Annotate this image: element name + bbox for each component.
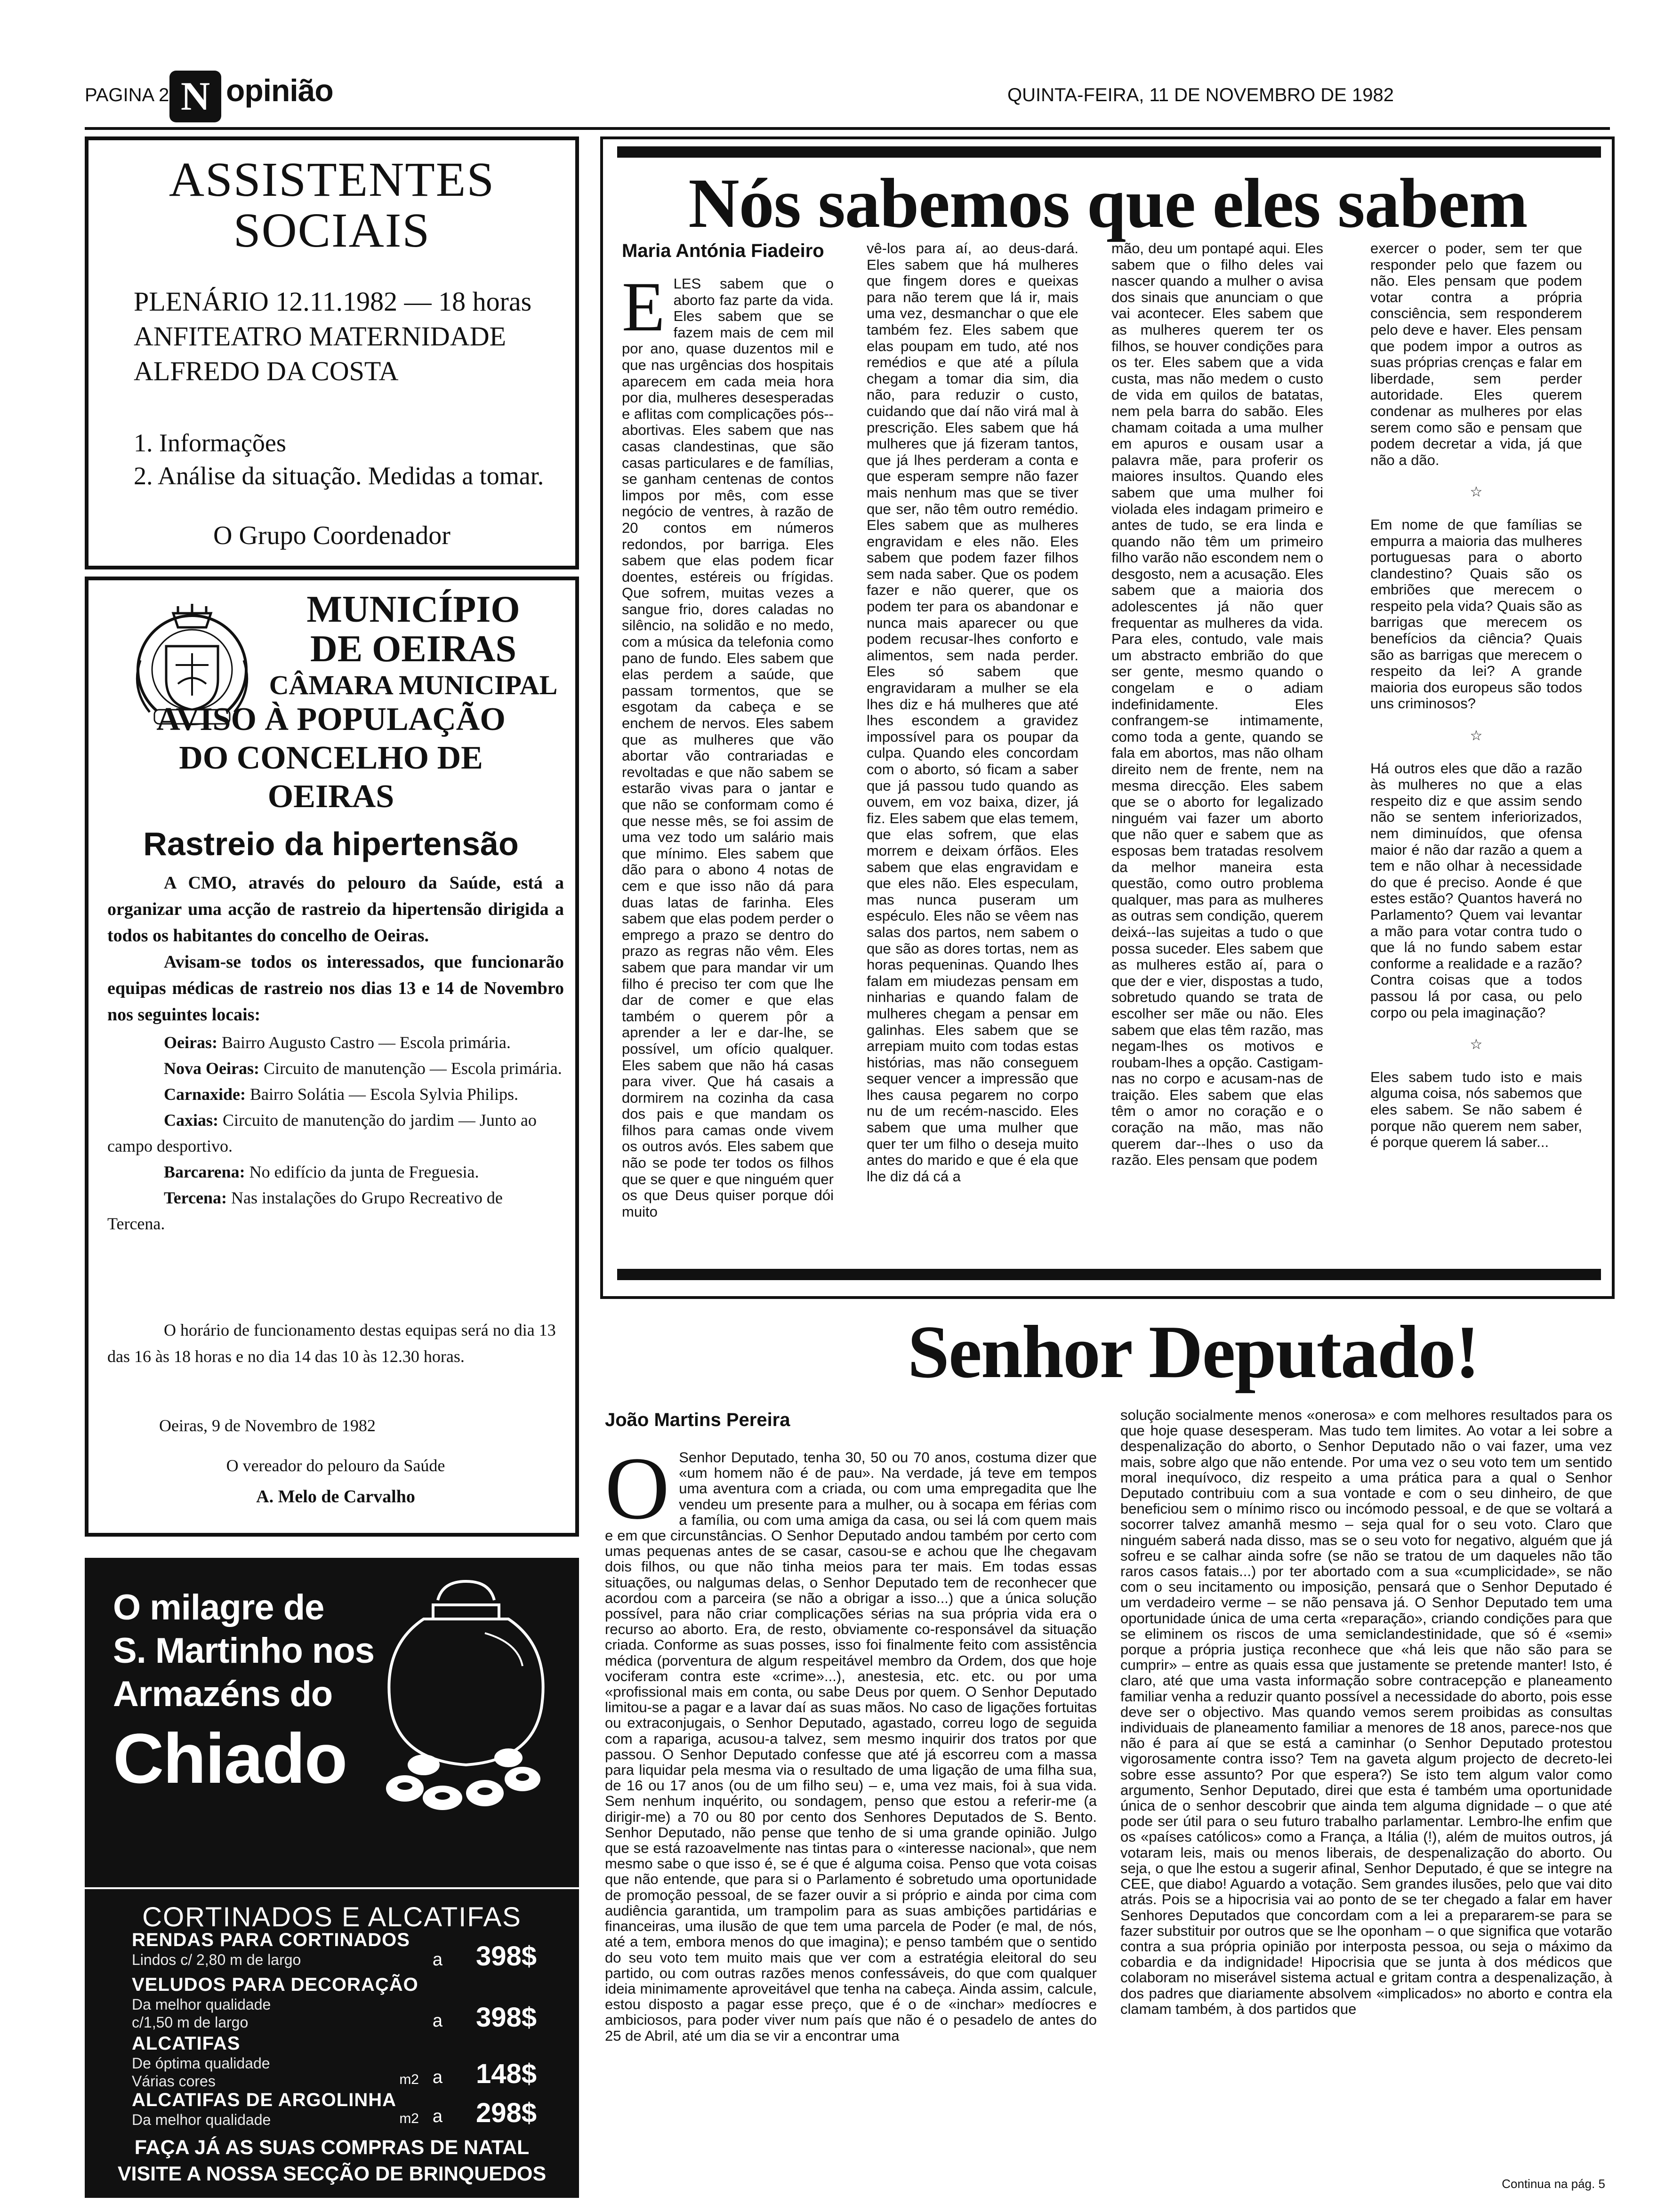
article-text: Em nome de que famílias se empurra a maioria das mulheres portuguesas para o aborto clandestino? Quais são os embriões que merecem o respeito pela vida? Quais são as barrigas que merecem os benefícios da ciência? Quais são as barrigas que merecem o respeito da lei? A grande maioria dos europeus são todos uns criminosos? [1370,516,1582,712]
meeting-venue-2: ALFREDO DA COSTA [134,356,399,386]
item-unit: m2 [399,2111,419,2126]
location-detail: Bairro Solátia — Escola Sylvia Philips. [246,1085,518,1104]
rastreio-title: Rastreio da hipertensão [143,825,519,862]
notice-title-line1: ASSISTENTES [169,152,495,207]
article-byline: João Martins Pereira [605,1410,790,1430]
chestnut-jar-icon [367,1572,565,1817]
item-label: RENDAS PARA CORTINADOS [132,1930,410,1950]
signatory-name: A. Melo de Carvalho [256,1487,415,1507]
camara-municipal-label: CÂMARA MUNICIPAL [269,670,558,700]
article-column [1120,1407,1612,2174]
item-desc: Lindos c/ 2,80 m de largo [132,1951,301,1968]
rastreio-lead [107,870,564,1028]
article-senhor-deputado [600,1308,1615,2198]
location-item [107,1056,564,1082]
item-desc: c/1,50 m de largo [132,2014,249,2031]
item-label: VELUDOS PARA DECORAÇÃO [132,1974,418,1995]
star-separator-icon: ☆ [1470,728,1483,744]
location-name: Nova Oeiras: [164,1059,259,1078]
location-item [107,1159,564,1185]
item-desc: Da melhor qualidade [132,2111,271,2128]
article-text: Há outros eles que dão a razão às mulheres no que a elas respeito diz e que assim sendo não se sentem inferiorizados, nem diminuídos, que ofensa maior é não dar razão a quem a tem e não olhar à necessidade do que é preciso. Aonde é que estes estão? Quantos haverá no Parlamento? Quem vai levantar a mão para votar contra tudo o que lá no fundo sabem estar conforme a realidade e a razão? Contra coisas que a todos passou lá por casa, ou pelo corpo ou pela imaginação? [1370,760,1582,1021]
agenda-item: 1. Informações [134,429,286,457]
aviso-line: DO CONCELHO DE [179,740,483,776]
page-number: PAGINA 2 [85,85,169,105]
schedule-text: O horário de funcionamento destas equipas será no dia 13 das 16 às 18 horas e no dia 14 das 10 às 12.30 horas. [107,1321,556,1366]
article-text: vê-los para aí, ao deus-dará. Eles sabem que há mulheres que fingem dores e queixas para não terem que lá ir, mais uma vez, desmanchar o que ele também fez. Eles sabem que elas poupam em tudo, até nos remédios e que até a pílula chegam a tomar dia sim, dia não, para reduzir o custo, cuidando que daí não virá mal à prescrição. Eles sabem que há mulheres que já fizeram tantos, que já lhes perderam a conta e que esperam sempre não fazer mais nenhum mas que se tiver que ser, não têm outro remédio. Eles sabem que as mulheres engravidam e eles não. Eles sabem que podem fazer filhos sem nada saber. Que os podem fazer e não querer, que os podem ter para os abandonar e nunca mais aparecer ou que podem recusar-lhes conforto e alimentos, sem nada perder. Eles só sabem que engravidaram a mulher se ela lhes diz e há mulheres que até lhes escondem a gravidez impossível para os poupar da culpa. Quando eles concordam com o aborto, só ficam a saber que já passou tudo quando as ouvem, em voz baixa, dizer, já fiz. Eles sabem que elas temem, que elas sofrem, que elas morrem e deixam órfãos. Eles sabem que elas engravidam e que eles não. Eles especulam, mas nunca puseram um espéculo. Eles não se vêem nas salas dos partos, nem sabem o que são as dores tortas, nem as horas pequeninas. Quando lhes falam em miudezas pensam em ninharias e quando falam de mulheres chegam a pensar em galinhas. Eles sabem que se arrepiam muito com todas estas histórias, mas não conseguem sequer vencer a impressão que lhes causa pegarem no corpo nu de um recém-nascido. Eles sabem que uma mulher que quer ter um filho o deseja muito antes do marido e que é ela que lhe diz dá cá a [867,240,1078,1185]
lead-paragraph: Avisam-se todos os interessados, que funcionarão equipas médicas de rastreio nos dias 13 e 14 de Novembro nos seguintes locais: [107,952,564,1025]
notice-signature: O Grupo Coordenador [213,521,450,550]
location-item [107,1107,564,1159]
assistentes-sociais-notice [85,136,579,569]
meeting-date: PLENÁRIO 12.11.1982 — 18 horas [134,286,532,317]
price-item [132,1974,537,2033]
item-price: 298$ [475,2098,537,2128]
advert-brand: Chiado [113,1719,347,1798]
article-text: mão, deu um pontapé aqui. Eles sabem que o filho deles vai nascer quando a mulher o avisa dos sinais que anunciam o que vai acontecer. Eles sabem que as mulheres querem ter os filhos, se houver condições para os ter. Eles sabem que a vida custa, mas não medem o custo de vida em quilos de batatas, nem pela barra do sabão. Eles chamam coitada a uma mulher em apuros e ousam usar a palavra mãe, para proferir os maiores insultos. Quando eles sabem que uma mulher foi violada eles indagam primeiro e antes de tudo, se era linda e quando não têm um primeiro filho varão não escondem nem o desgosto, nem a acusação. Eles sabem que a maioria dos adolescentes já não quer frequentar as mulheres da vida. Para eles, contudo, vale mais um abstracto embrião do que ser gente, mesmo quando o congelam e o adiam indefinidamente. Eles confrangem-se intimamente, como toda a gente, quando se fala em abortos, mas não olham direito nem de frente, nem na mesma direcção. Eles sabem que se o aborto for legalizado ninguém vai fazer um aborto que não quer e sabem que as esposas bem tratadas resolvem da melhor maneira esta questão, como outro problema qualquer, mas para as mulheres as outras sem condição, querem deixá--las sujeitas a tudo o que possa suceder. Eles sabem que as mulheres estão aí, para o que der e vier, dispostas a tudo, sobretudo quando se trata de escolher ser mãe ou não. Eles sabem que elas têm razão, mas negam-lhes os motivos e roubam-lhes a opção. Castigam-nas no corpo e acusam-nas de traição. Eles sabem que elas têm o amor no coração e o coração na mão, mas não querem dar--lhes o uso da razão. Eles pensam que podem [1111,240,1323,1169]
article-text: LES sabem que o aborto faz parte da vida. Eles sabem que se fazem mais de cem mil por ano, quase duzentos mil e que nas urgências dos hospitais aparecem em cada meia hora por dia, mulheres desesperadas e aflitas com complicações pós--abortivas. Eles sabem que nas casas clandestinas, que são casas particulares e de famílias, se ganham centenas de contos limpos por mês, com esse negócio de ventres, à razão de 20 contos em números redondos, por barriga. Eles sabem que elas podem ficar doentes, estéreis ou frígidas. Que sofrem, muitas vezes a sangue frio, dores caladas no silêncio, na solidão e no medo, com a música da telefonia como pano de fundo. Eles sabem que elas perdem a saúde, que passam tormentos, que se esgotam da cabeça e se enchem de nervos. Eles sabem que as mulheres que vão abortar vão contrariadas e revoltadas e que não sabem se estarão vivas para o jantar e que não se conformam como é que nesse mês, se foi assim de uma vez todo um salário mais que mínimo. Eles sabem que dão para o abono 4 notas de cem e que isso não dá para duas latas de farinha. Eles sabem que elas podem perder o emprego a prazo se dentro do prazo as regras não vêm. Eles sabem que para mandar vir um filho é preciso ter com que lhe dar de comer e que elas também o querem pôr a aprender a ler e dar-lhe, se possível, um ofício qualquer. Eles sabem que não há casas para viver. Que há casais a dormirem na cozinha da casa dos pais e que mandam os filhos para camas onde vivem os outros avós. Eles sabem que não se pode ter todos os filhos que se quer e que ninguém quer os que Deus quiser porque dói muito [622,276,834,1220]
place-date: Oeiras, 9 de Novembro de 1982 [159,1416,376,1435]
article-top-bar [617,146,1601,158]
agenda-item: 2. Análise da situação. Medidas a tomar. [134,462,544,490]
advert-headline [113,1586,377,1716]
meeting-details [107,284,556,389]
location-name: Caxias: [164,1111,218,1130]
section-title: opinião [226,73,333,108]
location-detail: Bairro Augusto Castro — Escola primária. [217,1033,511,1052]
municipality-title-2: DE OEIRAS [310,628,516,670]
article-headline: Nós sabemos que eles sabem [688,164,1528,242]
item-unit: m2 [399,2072,419,2087]
municipality-heading [267,590,559,702]
aviso-heading [107,700,555,816]
newspaper-logo-icon: N [169,71,221,122]
advert-headline-line: Armazéns do [113,1674,333,1714]
page-header [85,71,1610,127]
star-separator-icon: ☆ [1470,484,1483,500]
item-price: 398$ [475,2002,537,2033]
location-name: Tercena: [164,1188,227,1207]
chiado-advert [85,1558,579,2198]
item-desc: De óptima qualidade [132,2055,270,2072]
article-text: exercer o poder, sem ter que responder pelo que fazem ou não. Eles pensam que podem votar contra a própria consciência, sem responderem pelo deve e haver. Eles pensam que podem impor a outros as suas próprias crenças e falar em liberdade, sem perder autoridade. Eles querem condenar as mulheres por elas serem como são e pensam que podem decretar a vida, já que não a dão. [1370,240,1582,468]
location-item [107,1030,564,1056]
location-name: Oeiras: [164,1033,217,1052]
aviso-line: OEIRAS [267,778,394,815]
article-text: Senhor Deputado, tenha 30, 50 ou 70 anos, costuma dizer que «um homem não é de pau». Na verdade, já teve em tempos uma aventura com a criada, ou com uma empregadita que lhe vendeu um presente para a mulher, ou à socapa em férias com a família, ou com uma amiga da casa, ou sei lá com quem mais e em que circunstâncias. O Senhor Deputado andou também por certo com umas pequenas antes de se casar, casou-se e achou que lhe chegavam dois filhos, ou que não tinha meios para ter mais. Em todas essas situações, ou nalgumas delas, o Senhor Deputado tem de reconhecer que acordou com a parceira (se não a obrigar a isso...) que a única solução possível, para não criar complicações sérias na sua própria vida era o recurso ao aborto. Era, de resto, obviamente co-responsável da situação criada. Conforme as suas posses, isso foi finalmente feito com assistência médica (porventura de algum respeitável membro da Ordem, dos que hoje vociferam contra este «crime»...), anestesia, etc. etc. ou por uma «profissional mais em conta, ou sabe Deus por quem. O Senhor Deputado limitou-se a pagar e a lavar daí as suas mãos. No caso de ligações fortuitas ou extraconjugais, o Senhor Deputado, agastado, correu logo de seguida com a rapariga, acusou-a talvez, sem mesmo inquirir dos tratos por que passou. O Senhor Deputado confesse que até já escorreu com a massa para liquidar pela mesma via o resultado de uma ligação de uma filha sua, de 16 ou 17 anos (ou de um filho seu) – e, uma vez mais, foi à sua vida. Sem nenhum inquérito, ou sondagem, penso que estou a referir-me (a dirigir-me) a 70 ou 80 por cento dos Senhores Deputados de S. Bento. Senhor Deputado, não pense que tenho de si uma grande opinião. Julgo que se está razoavelmente nas tintas para o «interesse nacional», que nem mesmo sabe o que isso é, se é que é alguma coisa. Penso que vota coisas que não entende, que para si o Parlamento é sobretudo uma oportunidade de promoção pessoal, de se fazer ouvir a si próprio e ainda por cima com audiência garantida, um trampolim para as suas ambições partidárias e financeiras, uma ilusão de que tem uma parcela de Poder (e mal, de nós, até a tem, embora menos do que imagina); e penso também que o sentido do seu voto tem muito mais que ver com a estratégia eleitoral do seu partido, ou com outras razões menos confessáveis, do que com qualquer ideia minimamente aproveitável que tenha na cabeça. Ainda assim, calcule, estou disposto a pagar esse preço, que é o de «inchar» medíocres e ambiciosos, para poder viver num país que não é o pesadelo de antes do 25 de Abril, até um dia se vir a encontrar uma [605,1450,1097,2044]
item-desc: Da melhor qualidade [132,1996,271,2013]
article-headline: Senhor Deputado! [907,1310,1480,1394]
article-column [1370,240,1582,1262]
issue-date: QUINTA-FEIRA, 11 DE NOVEMBRO DE 1982 [1007,85,1394,105]
location-item [107,1185,564,1237]
drop-cap: E [622,276,665,346]
lead-paragraph: A CMO, através do pelouro da Saúde, está a organizar uma acção de rastreio da hipertensão dirigida a todos os habitantes do concelho de Oeiras. [107,873,564,946]
advert-headline-line: O milagre de [113,1587,324,1627]
locations-list [107,1030,564,1237]
header-rule [85,127,1610,130]
location-detail: Nas instalações do Grupo Recreativo de Tercena. [107,1188,503,1233]
drop-cap: O [605,1450,670,1538]
municipality-title-1: MUNICÍPIO [306,589,520,630]
advert-footer [85,2134,579,2187]
advert-divider [85,1887,579,1889]
star-separator-icon: ☆ [1470,1037,1483,1053]
article-bottom-bar [617,1269,1601,1280]
meeting-venue-1: ANFITEATRO MATERNIDADE [134,321,507,352]
advert-headline-line: S. Martinho nos [113,1631,374,1671]
article-text: Eles sabem tudo isto e mais alguma coisa, nós sabemos que eles sabem. Se não sabem é porque não querem nem saber, é porque querem lá saber... [1370,1068,1582,1151]
agenda-list [107,426,556,492]
article-column [605,1450,1097,2174]
item-a: a [432,2107,442,2126]
article-byline: Maria Antónia Fiadeiro [622,240,824,261]
location-name: Barcarena: [164,1162,245,1181]
location-detail: Circuito de manutenção — Escola primária. [259,1059,562,1078]
item-label: ALCATIFAS DE ARGOLINHA [132,2090,396,2110]
item-a: a [432,1950,442,1970]
article-column [1111,240,1323,1262]
advert-footer-line: VISITE A NOSSA SECÇÃO DE BRINQUEDOS [117,2163,547,2185]
continued-note: Continua na pág. 5 [1502,2177,1605,2191]
article-nos-sabemos [600,136,1615,1299]
item-price: 148$ [475,2059,537,2089]
location-item [107,1082,564,1107]
advert-section-title: CORTINADOS E ALCATIFAS [142,1902,522,1932]
item-a: a [432,2068,442,2087]
article-text: solução socialmente menos «onerosa» e com melhores resultados para os que hoje quase desesperam. Mas tudo tem limites. Ao votar a lei sobre a despenalização do aborto, o Senhor Deputado não o vai fazer, uma vez mais, sobre algo que não entende. Por uma vez o seu voto tem um sentido moral inequívoco, diz respeito a uma prática para a qual o Senhor Deputado contribuiu com a sua vontade e com o seu dinheiro, de que beneficiou sem o mínimo risco ou incómodo pessoal, e de que se voltará a socorrer talvez amanhã mesmo – seja qual for o seu voto. Claro que ninguém saberá nada disso, mas se o seu voto for negativo, alguém que já sofreu e se calhar ainda sofre (se não se tratou de um daqueles não tão raros casos fatais...) por ter abortado com a sua «cumplicidade», se não com o seu incitamento ou imposição, pensará que o Senhor Deputado é um verdadeiro verme – se não pensava já. O Senhor Deputado tem uma oportunidade única de uma certa «reparação», criando condições para que se eliminem os riscos de uma semiclandestinidade, que só é «semi» porque a própria justiça reconhece que «há leis que não são para se cumprir» – entre as quais essa que justamente se pretende manter! Isto, é claro, até que uma vasta informação sobre contracepção e planeamento familiar venha a reduzir quanto possível a necessidade do aborto, pois esse deve ser o objectivo. Mas quando vemos serem proibidas as consultas individuais de planeamento familiar a menores de 18 anos, parece-nos que não é para aí que se está a caminhar (o Senhor Deputado protestou vigorosamente contra isso? Tem na gaveta algum projecto de decreto-lei sobre esse assunto? Por que espera?) Se isto tem algum valor como argumento, Senhor Deputado, direi que esta é também uma oportunidade única de o senhor descobrir que ainda tem alguma dignidade – o que até pode ser útil para o seu futuro trabalho parlamentar. Lembro-lhe enfim que os «países católicos» como a França, a Itália (!), além de muitos outros, já votaram leis, mais ou menos liberais, de despenalização do aborto. Ou seja, o que lhe estou a sugerir afinal, Senhor Deputado, é que se integre na CEE, que diabo! Aguardo a votação. Sem grandes ilusões, pelo que vai dito atrás. Pois se a hipocrisia vai ao ponto de se ter chegado a falar em haver Senhores Deputados que concordam com a lei a prepararem-se para se fazer substituir por outros que se lhe oponham – o que significa que votarão contra a sua própria opinião por interposta pessoa, ou seja o máximo da cobardia e da indignidade! Hipocrisia que se junta à dos médicos que colaboram no miserável sistema actual e gritam contra a despenalização, à dos padres que diariamente absolvem «implicados» no aborto e contra ela clamam também, à dos partidos que [1120,1407,1612,2017]
municipio-oeiras-notice [85,577,579,1537]
aviso-line: AVISO À POPULAÇÃO [156,701,506,737]
price-item [132,2033,537,2090]
item-a: a [432,2011,442,2031]
location-name: Carnaxide: [164,1085,246,1104]
item-price: 398$ [475,1941,537,1972]
signatory-role: O vereador do pelouro da Saúde [226,1456,445,1475]
location-detail: Circuito de manutenção do jardim — Junto ao campo desportivo. [107,1111,537,1155]
item-label: ALCATIFAS [132,2033,241,2054]
notice-title [107,154,556,256]
price-item [132,2090,537,2129]
advert-footer-line: FAÇA JÁ AS SUAS COMPRAS DE NATAL [134,2136,530,2159]
article-column [867,240,1078,1262]
location-detail: No edifício da junta de Freguesia. [245,1162,479,1181]
item-desc: Várias cores [132,2073,216,2090]
notice-title-line2: SOCIAIS [233,203,431,257]
price-item [132,1930,537,1972]
article-column [622,276,834,1262]
